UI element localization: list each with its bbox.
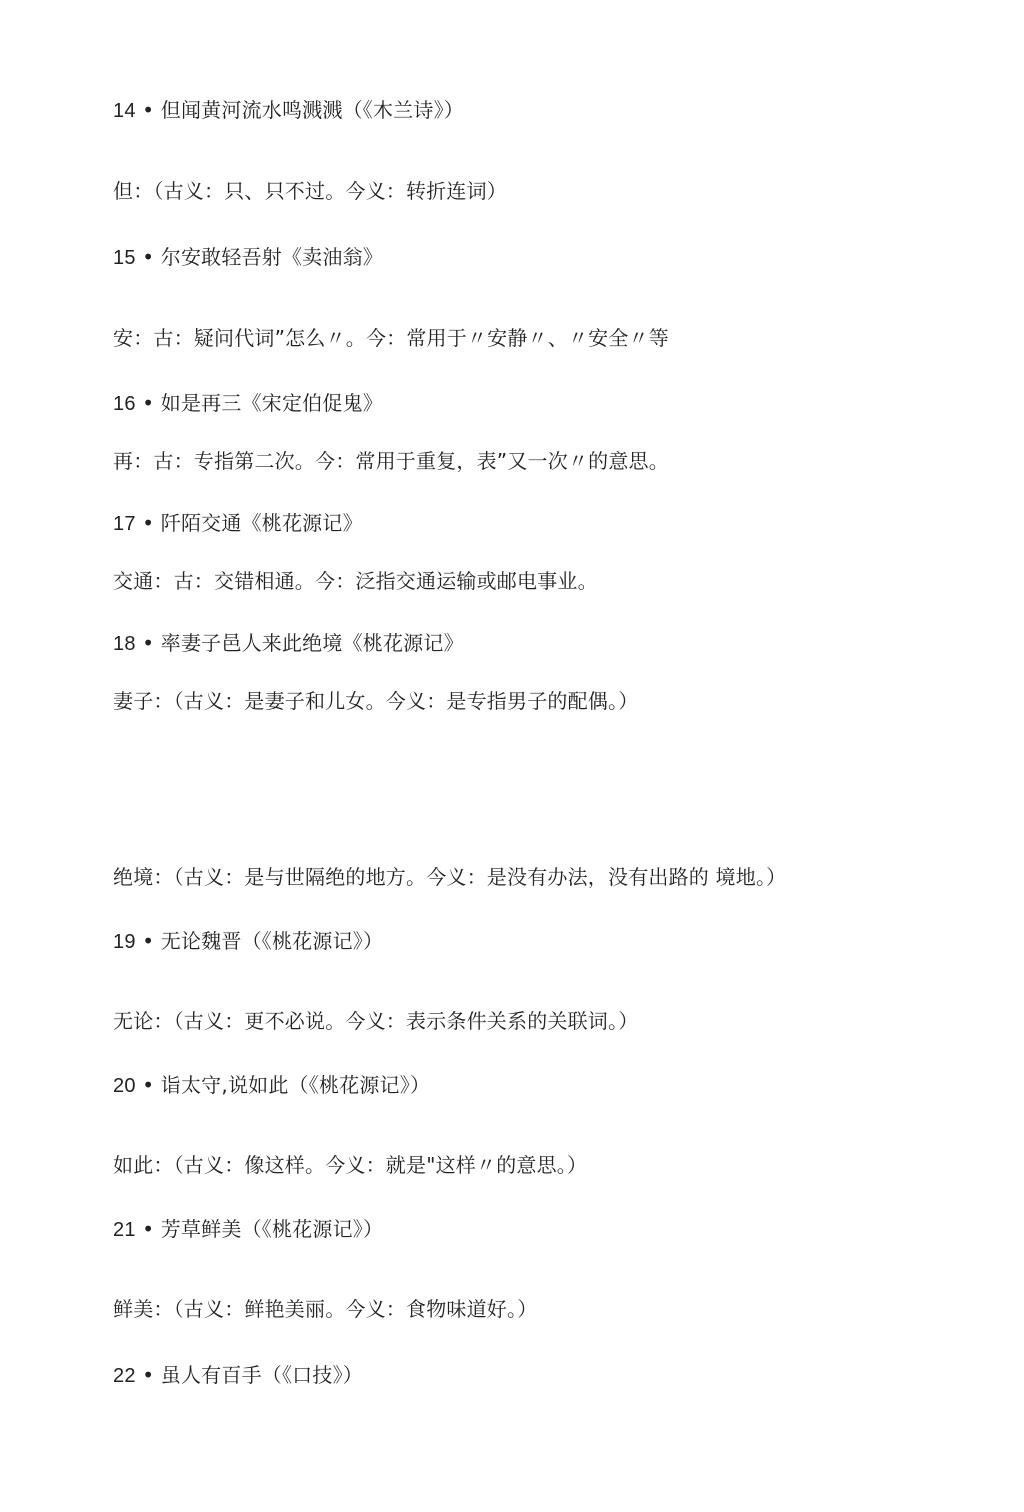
entry-separator: •	[135, 929, 161, 953]
entry-text: 诣太守,说如此（《桃花源记》）	[160, 1073, 431, 1097]
entry-number: 14	[113, 100, 136, 122]
entry-text: 芳草鲜美（《桃花源记》）	[160, 1217, 384, 1241]
entry-separator: •	[135, 1073, 161, 1097]
entry-18	[113, 628, 464, 659]
entry-number: 18	[113, 633, 136, 655]
entry-separator: •	[135, 245, 161, 269]
entry-number: 15	[113, 247, 136, 269]
entry-number: 17	[113, 513, 136, 535]
note-ruci: 如此：（古义：像这样。今义：就是"这样〃的意思。）	[113, 1153, 588, 1177]
entry-text: 无论魏晋（《桃花源记》）	[160, 929, 384, 953]
entry-text: 如是再三《宋定伯促鬼》	[160, 391, 383, 415]
entry-text: 率妻子邑人来此绝境《桃花源记》	[160, 631, 464, 655]
note-juejing: 绝境：（古义：是与世隔绝的地方。今义：是没有办法，没有出路的 境地。）	[113, 865, 787, 889]
entry-number: 21	[113, 1219, 136, 1241]
entry-21	[113, 1214, 383, 1245]
entry-20	[113, 1070, 430, 1101]
entry-text: 虽人有百手（《口技》）	[160, 1363, 363, 1387]
note-jiaotong: 交通：古：交错相通。今：泛指交通运输或邮电事业。	[113, 569, 598, 593]
note-zai: 再：古：专指第二次。今：常用于重复，表”又一次〃的意思。	[113, 449, 669, 473]
entry-text: 尔安敢轻吾射《卖油翁》	[160, 245, 383, 269]
entry-separator: •	[135, 1217, 161, 1241]
entry-text: 但闻黄河流水鸣溅溅（《木兰诗》）	[160, 98, 464, 122]
entry-16	[113, 388, 383, 419]
entry-number: 16	[113, 393, 136, 415]
note-wulun: 无论：（古义：更不必说。今义：表示条件关系的关联词。）	[113, 1009, 639, 1033]
entry-separator: •	[135, 391, 161, 415]
entry-15	[113, 242, 383, 273]
entry-number: 22	[113, 1365, 136, 1387]
entry-text: 阡陌交通《桃花源记》	[160, 511, 363, 535]
entry-19	[113, 926, 383, 957]
entry-separator: •	[135, 98, 161, 122]
entry-separator: •	[135, 631, 161, 655]
note-an: 安：古：疑问代词”怎么〃。今：常用于〃安静〃、〃安全〃等	[113, 326, 669, 350]
note-qizi: 妻子：（古义：是妻子和儿女。今义：是专指男子的配偶。）	[113, 689, 639, 713]
entry-17	[113, 508, 363, 539]
entry-separator: •	[135, 511, 161, 535]
entry-14	[113, 95, 464, 126]
note-xianmei: 鲜美：（古义：鲜艳美丽。今义：食物味道好。）	[113, 1297, 538, 1321]
note-dan: 但：（古义：只、只不过。今义：转折连词）	[113, 179, 507, 203]
entry-number: 20	[113, 1075, 136, 1097]
entry-separator: •	[135, 1363, 161, 1387]
entry-22	[113, 1360, 363, 1391]
entry-number: 19	[113, 931, 136, 953]
